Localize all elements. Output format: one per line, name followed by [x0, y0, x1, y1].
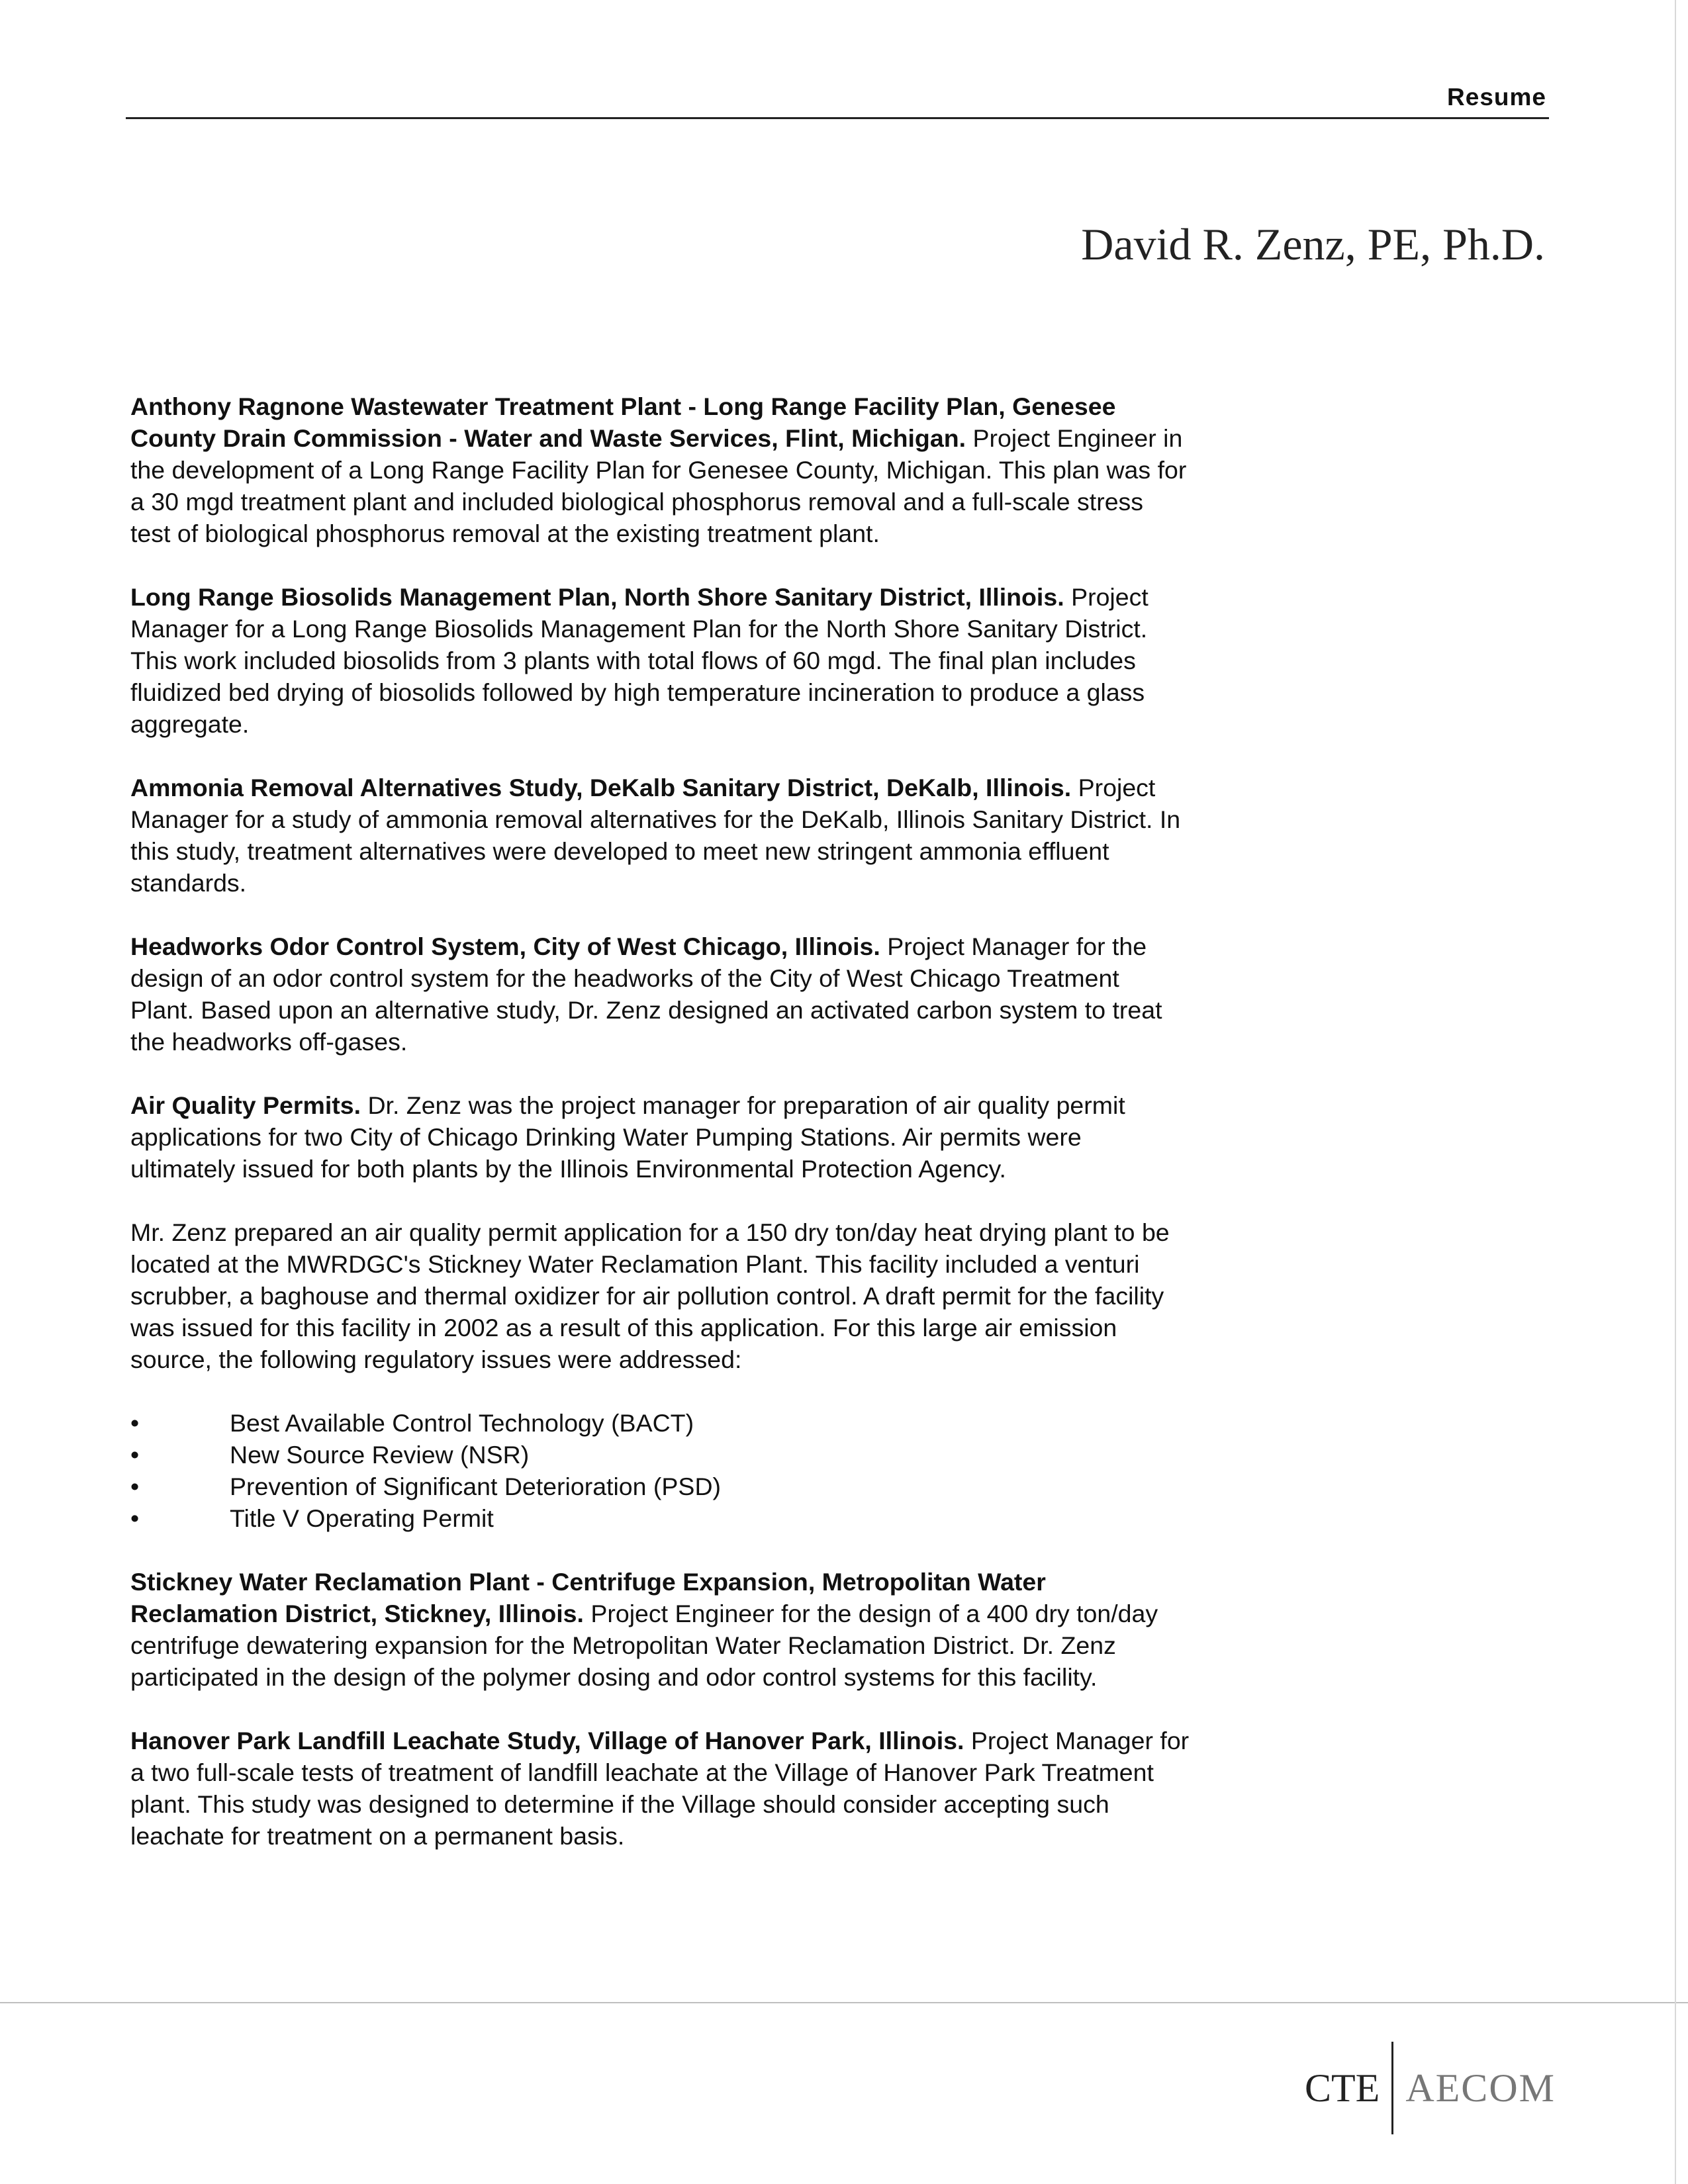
bullet-icon: •: [130, 1409, 140, 1437]
bullet-icon: •: [130, 1473, 140, 1500]
project-entry: [130, 1725, 1190, 1852]
header-rule: [126, 117, 1549, 119]
project-description: Project Manager for a two full-scale tests of treatment of landfill leachate at the Village of Hanover Park Treatment plant. This study was designed to determine if the Village should consider accepting such leachate for treatment on a permanent basis.: [130, 1727, 1190, 1850]
company-logo: [1305, 2042, 1556, 2134]
footer-rule: [0, 2002, 1688, 2003]
bullet-icon: •: [130, 1441, 140, 1469]
resume-content: [130, 390, 1190, 1884]
list-item: • Best Available Control Technology (BACT): [130, 1407, 1190, 1439]
project-entry: [130, 1089, 1190, 1185]
list-item: • Title V Operating Permit: [130, 1502, 1190, 1534]
project-title: Hanover Park Landfill Leachate Study, Village of Hanover Park, Illinois.: [130, 1727, 964, 1754]
air-permit-paragraph: Mr. Zenz prepared an air quality permit application for a 150 dry ton/day heat drying plant to be located at the MWRDGC's Stickney Water Reclamation Plant. This facility included a venturi scrubber, a baghouse and thermal oxidizer for air pollution control. A draft permit for the facility was issued for this facility in 2002 as a result of this application. For this large air emission source, the following regulatory issues were addressed:: [130, 1218, 1170, 1373]
project-title: Long Range Biosolids Management Plan, North Shore Sanitary District, Illinois.: [130, 583, 1064, 611]
bullet-icon: •: [130, 1504, 140, 1532]
project-description: Project Engineer in the development of a Long Range Facility Plan for Genesee County, Michigan. This plan was for a 30 mgd treatment plant and included biological phosphorus removal and a full-scale stress test of biological phosphorus removal at the existing treatment plant.: [130, 424, 1187, 547]
list-item: • Prevention of Significant Deterioration (PSD): [130, 1471, 1190, 1502]
scan-edge-mark: [1675, 0, 1676, 2184]
regulatory-issues-list: [130, 1407, 1190, 1534]
list-item: • New Source Review (NSR): [130, 1439, 1190, 1471]
project-description: Dr. Zenz was the project manager for preparation of air quality permit applications for two City of Chicago Drinking Water Pumping Stations. Air permits were ultimately issued for both plants by the Illinois Environmental Protection Agency.: [130, 1091, 1125, 1183]
project-title: Ammonia Removal Alternatives Study, DeKalb Sanitary District, DeKalb, Illinois.: [130, 774, 1072, 801]
project-description: Project Engineer for the design of a 400 dry ton/day centrifuge dewatering expansion for the Metropolitan Water Reclamation District. Dr. Zenz participated in the design of the polymer dosing and odor control systems for this facility.: [130, 1600, 1158, 1691]
header-label: Resume: [1447, 83, 1546, 111]
logo-cte-text: CTE: [1304, 2066, 1380, 2110]
project-title: Stickney Water Reclamation Plant - Centrifuge Expansion, Metropolitan Water Reclamation District, Stickney, Illinois.: [130, 1568, 1046, 1627]
project-entry: [130, 581, 1190, 740]
logo-divider: [1391, 2042, 1393, 2134]
project-title: Headworks Odor Control System, City of West Chicago, Illinois.: [130, 933, 880, 960]
project-description: Project Manager for a study of ammonia removal alternatives for the DeKalb, Illinois Sanitary District. In this study, treatment alternatives were developed to meet new stringent ammonia effluent standards.: [130, 774, 1181, 897]
project-entry: [130, 931, 1190, 1058]
project-entry: [130, 772, 1190, 899]
person-name: David R. Zenz, PE, Ph.D.: [1081, 219, 1545, 269]
logo-aecom-text: AECOM: [1405, 2066, 1556, 2110]
project-description: Project Manager for the design of an odor control system for the headworks of the City of West Chicago Treatment Plant. Based upon an alternative study, Dr. Zenz designed an activated carbon system to treat the headworks off-gases.: [130, 933, 1162, 1056]
project-entry: [130, 1566, 1190, 1693]
project-entry: [130, 390, 1190, 549]
project-title: Air Quality Permits.: [130, 1091, 361, 1119]
project-title: Anthony Ragnone Wastewater Treatment Plant - Long Range Facility Plan, Genesee County Drain Commission - Water and Waste Services, Flint, Michigan.: [130, 392, 1116, 452]
project-description: Project Manager for a Long Range Biosolids Management Plan for the North Shore Sanitary District. This work included biosolids from 3 plants with total flows of 60 mgd. The final plan includes fluidized bed drying of biosolids followed by high temperature incineration to produce a glass aggregate.: [130, 583, 1149, 738]
